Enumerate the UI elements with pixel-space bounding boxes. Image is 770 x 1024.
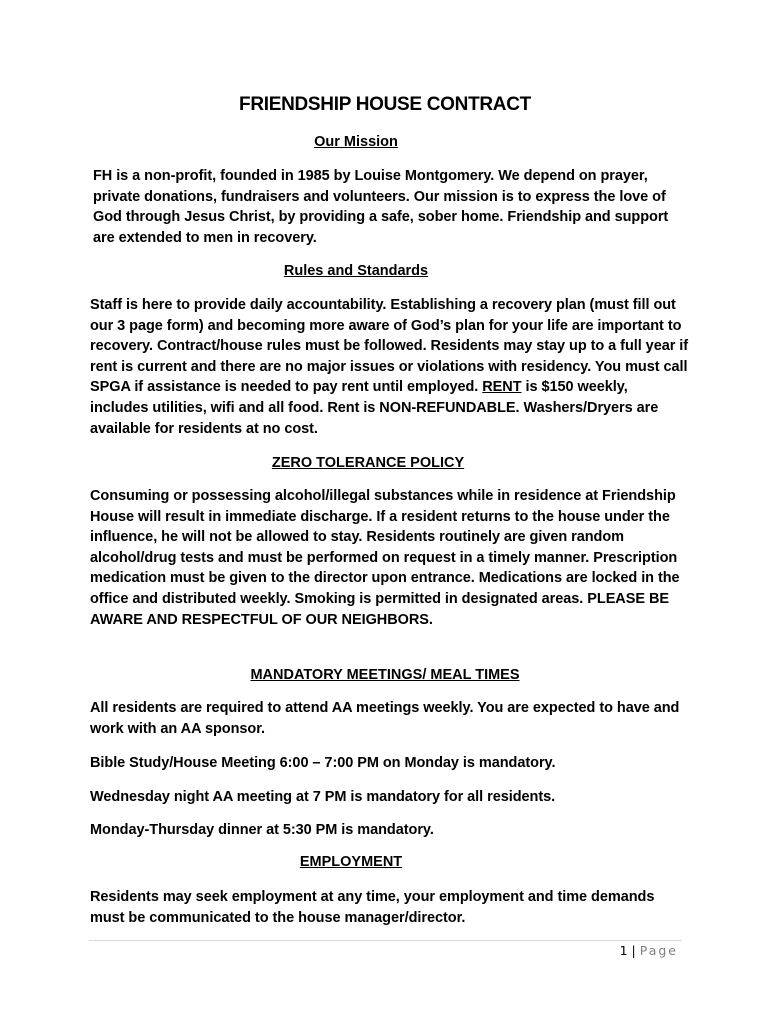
page-footer [620, 943, 678, 958]
employment-paragraph [90, 887, 660, 928]
rules-heading: Rules and Standards [283, 263, 429, 279]
page-number: 1 [619, 943, 628, 958]
meetings-paragraph-1 [90, 698, 690, 739]
mission-text: FH is a non-profit, founded in 1985 by Louise Montgomery. We depend on prayer, private donations, fundraisers and volunteers. Our mission is to express the love of God through Jesus Christ, by providing a safe, sober home. Friendship and support are extended to men in recovery. [93, 168, 669, 246]
footer-separator: | [631, 943, 636, 958]
zero-tolerance-text: Consuming or possessing alcohol/illegal substances while in residence at Friendship House will result in immediate discharge. If a resident returns to the house under the influence, he will not be allowed to stay. Residents routinely are given random alcohol/drug tests and must be performed on request in a timely manner. Prescription medication must be given to the director upon entrance. Medications are locked in the office and distributed weekly. Smoking is permitted in designated areas. PLEASE BE AWARE AND RESPECTFUL OF OUR NEIGHBORS. [90, 488, 680, 628]
meetings-paragraph-3 [90, 787, 690, 808]
rules-paragraph [90, 295, 690, 439]
zero-tolerance-heading: ZERO TOLERANCE POLICY [271, 455, 465, 471]
footer-divider [89, 940, 682, 941]
meetings-text-1: All residents are required to attend AA meetings weekly. You are expected to have and work with an AA sponsor. [90, 700, 680, 737]
meetings-text-4: Monday-Thursday dinner at 5:30 PM is mandatory. [90, 822, 434, 838]
rules-text-before: Staff is here to provide daily accountability. Establishing a recovery plan (must fill out our 3 page form) and becoming more aware of God’s plan for your life are important to recovery. Contract/house rules must be followed. Residents may stay up to a full year if rent is current and there are no major issues or violations with residency. You must call SPGA if assistance is needed to pay rent until employed. [90, 297, 689, 396]
meetings-paragraph-4 [90, 820, 690, 841]
rent-word: RENT [482, 379, 522, 396]
employment-text: Residents may seek employment at any time, your employment and time demands must be communicated to the house manager/director. [90, 889, 655, 926]
page-label: Page [639, 943, 678, 958]
mission-paragraph [93, 166, 693, 248]
meetings-paragraph-2 [90, 753, 690, 774]
employment-heading: EMPLOYMENT [299, 854, 403, 870]
zero-tolerance-paragraph [90, 486, 690, 630]
mission-heading: Our Mission [314, 134, 398, 150]
meetings-heading: MANDATORY MEETINGS/ MEAL TIMES [250, 667, 520, 683]
document-title: FRIENDSHIP HOUSE CONTRACT [239, 94, 531, 115]
meetings-text-2: Bible Study/House Meeting 6:00 – 7:00 PM on Monday is mandatory. [90, 755, 556, 771]
meetings-text-3: Wednesday night AA meeting at 7 PM is mandatory for all residents. [90, 789, 556, 805]
rules-text-after: is $150 weekly, includes utilities, wifi and all food. Rent is NON-REFUNDABLE. Washers/Dryers are available for residents at no cost. [90, 379, 659, 437]
